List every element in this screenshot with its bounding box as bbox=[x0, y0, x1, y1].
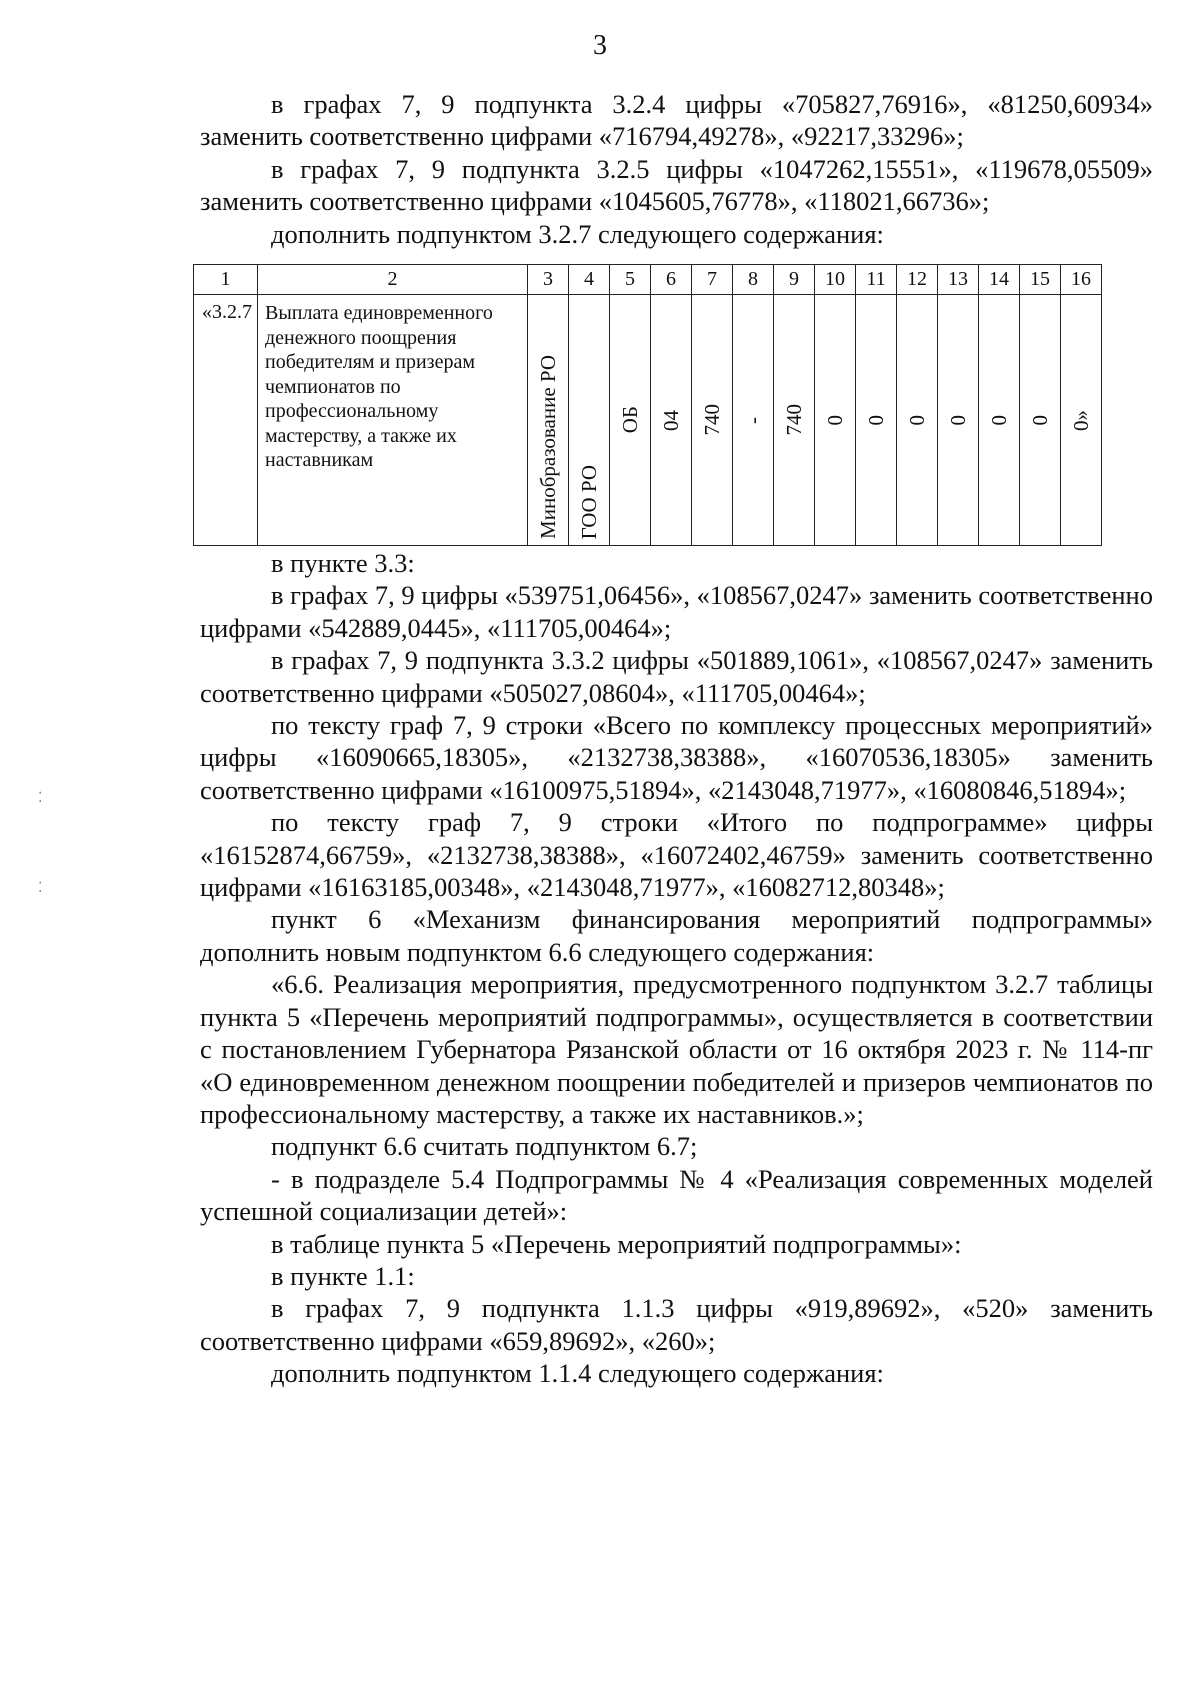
column-header: 3 bbox=[528, 265, 569, 295]
column-header: 1 bbox=[194, 265, 258, 295]
paragraph: в графах 7, 9 цифры «539751,06456», «108567,0247» заменить соответственно цифрами «542889,0445», «111705,00464»; bbox=[200, 580, 1153, 643]
top-text-block bbox=[200, 88, 1153, 250]
col9-text: 740 bbox=[781, 404, 806, 436]
col8-cell bbox=[733, 295, 774, 546]
source-cell bbox=[610, 295, 651, 546]
col10-text: 0 bbox=[822, 414, 847, 426]
executor-cell bbox=[528, 295, 569, 546]
paragraph: в пункте 1.1: bbox=[271, 1260, 415, 1291]
bottom-text-block bbox=[200, 547, 1153, 1390]
row-number-cell: «3.2.7 bbox=[194, 295, 258, 546]
col11-cell bbox=[856, 295, 897, 546]
year-text: 04 bbox=[658, 409, 683, 431]
scan-mark: ⁚ bbox=[38, 791, 43, 806]
paragraph: в таблице пункта 5 «Перечень мероприятий подпрограммы»: bbox=[271, 1228, 962, 1259]
total-text: 740 bbox=[699, 404, 724, 436]
row-name-cell: Выплата единовременного денежного поощрения победителям и призерам чемпионатов по профессиональному мастерству, а также их наставникам bbox=[258, 295, 528, 546]
col16-text: 0» bbox=[1068, 409, 1093, 431]
column-header: 10 bbox=[815, 265, 856, 295]
subitem-table bbox=[193, 264, 1102, 546]
paragraph: по тексту граф 7, 9 строки «Итого по подпрограмме» цифры «16152874,66759», «2132738,38388», «16072402,46759» заменить соответственно цифрами «16163185,00348», «2143048,71977», «16082712,80348»; bbox=[200, 807, 1153, 903]
total-cell bbox=[692, 295, 733, 546]
paragraph: по тексту граф 7, 9 строки «Всего по комплексу процессных мероприятий» цифры «16090665,18305», «2132738,38388», «16070536,18305» заменить соответственно цифрами «16100975,51894», «2143048,71977», «16080846,51894»; bbox=[200, 710, 1153, 805]
table-header-row bbox=[194, 265, 1102, 295]
column-header: 11 bbox=[856, 265, 897, 295]
year-cell bbox=[651, 295, 692, 546]
column-header: 9 bbox=[774, 265, 815, 295]
column-header: 14 bbox=[979, 265, 1020, 295]
col11-text: 0 bbox=[863, 414, 888, 426]
paragraph: дополнить подпунктом 3.2.7 следующего содержания: bbox=[271, 218, 884, 249]
table-row bbox=[194, 295, 1102, 546]
paragraph: пункт 6 «Механизм финансирования мероприятий подпрограммы» дополнить новым подпунктом 6.6 следующего содержания: bbox=[200, 904, 1153, 967]
col13-cell bbox=[938, 295, 979, 546]
column-header: 5 bbox=[610, 265, 651, 295]
paragraph: в графах 7, 9 подпункта 3.2.5 цифры «1047262,15551», «119678,05509» заменить соответственно цифрами «1045605,76778», «118021,66736»; bbox=[200, 153, 1153, 217]
column-header: 12 bbox=[897, 265, 938, 295]
participant-cell bbox=[569, 295, 610, 546]
col14-cell bbox=[979, 295, 1020, 546]
col12-text: 0 bbox=[904, 414, 929, 426]
col9-cell bbox=[774, 295, 815, 546]
paragraph: в графах 7, 9 подпункта 1.1.3 цифры «919,89692», «520» заменить соответственно цифрами «659,89692», «260»; bbox=[200, 1293, 1153, 1356]
col15-cell bbox=[1020, 295, 1061, 546]
col10-cell bbox=[815, 295, 856, 546]
column-header: 13 bbox=[938, 265, 979, 295]
column-header: 16 bbox=[1061, 265, 1102, 295]
column-header: 2 bbox=[258, 265, 528, 295]
source-text: ОБ bbox=[617, 406, 642, 434]
col16-cell bbox=[1061, 295, 1102, 546]
col13-text: 0 bbox=[945, 414, 970, 426]
page-number: 3 bbox=[593, 30, 607, 61]
paragraph: - в подразделе 5.4 Подпрограммы № 4 «Реализация современных моделей успешной социализации детей»: bbox=[200, 1163, 1153, 1227]
paragraph: подпункт 6.6 считать подпунктом 6.7; bbox=[271, 1131, 698, 1162]
col14-text: 0 bbox=[986, 414, 1011, 426]
paragraph: дополнить подпунктом 1.1.4 следующего содержания: bbox=[271, 1358, 884, 1389]
column-header: 6 bbox=[651, 265, 692, 295]
paragraph: в графах 7, 9 подпункта 3.3.2 цифры «501889,1061», «108567,0247» заменить соответственно цифрами «505027,08604», «111705,00464»; bbox=[200, 645, 1153, 708]
executor-text: Минобразование РО bbox=[535, 355, 560, 539]
paragraph: в графах 7, 9 подпункта 3.2.4 цифры «705827,76916», «81250,60934» заменить соответственно цифрами «716794,49278», «92217,33296»; bbox=[200, 89, 1153, 152]
paragraph: в пункте 3.3: bbox=[271, 548, 415, 578]
paragraph: «6.6. Реализация мероприятия, предусмотренного подпунктом 3.2.7 таблицы пункта 5 «Перечень мероприятий подпрограммы», осуществляется в соответствии с постановлением Губернатора Рязанской области от 16 октября 2023 г. № 114-пг «О единовременном денежном поощрении победителей и призеров чемпионатов по профессиональному мастерству, а также их наставников.»; bbox=[200, 969, 1153, 1129]
col15-text: 0 bbox=[1027, 414, 1052, 426]
col12-cell bbox=[897, 295, 938, 546]
column-header: 8 bbox=[733, 265, 774, 295]
column-header: 15 bbox=[1020, 265, 1061, 295]
column-header: 4 bbox=[569, 265, 610, 295]
col8-text: - bbox=[740, 416, 765, 424]
scan-mark: ⁚ bbox=[38, 881, 43, 896]
participant-text: ГОО РО bbox=[576, 464, 601, 539]
column-header: 7 bbox=[692, 265, 733, 295]
